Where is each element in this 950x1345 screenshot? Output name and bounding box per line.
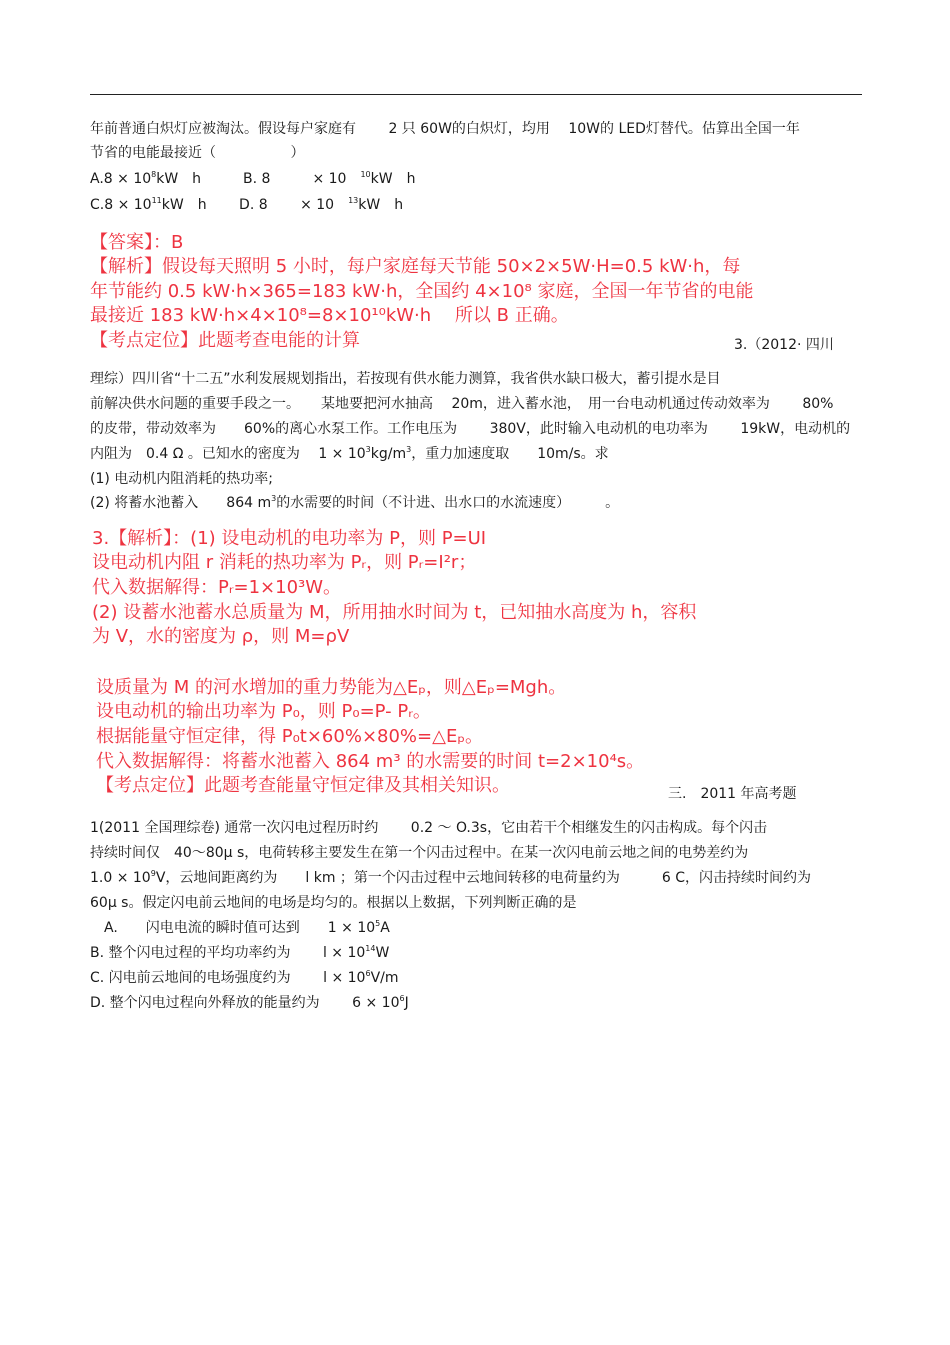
answer-explanation: 年节能约 0.5 kW·h×365=183 kW·h，全国约 4×10⁸ 家庭，全国一年节省的电能 — [90, 281, 754, 302]
solution-line: 根据能量守恒定律，得 P₀t×60%×80%=△Eₚ。 — [96, 726, 484, 747]
question-3-line: 的皮带，带动效率为 60%的离心水泵工作。工作电压为 380V，此时输入电动机的电功率为 19kW，电动机的 — [90, 421, 851, 437]
option-d: D. 整个闪电过程向外释放的能量约为 $6 \times 10^6J$ — [90, 994, 409, 1011]
option-line-cd: $C.8 \times 10^{11}kW$ h D. 8 × 10 $^{13}$kW h — [90, 196, 404, 213]
question-3-line: 前解决供水问题的重要手段之一。 某地要把河水抽高 20m，进入蓄水池， 用一台电动机通过传动效率为 80% — [90, 396, 834, 412]
solution-line: 代入数据解得：将蓄水池蓄入 864 m³ 的水需要的时间 t=2×10⁴s。 — [96, 751, 645, 772]
option-b: B. 整个闪电过程的平均功率约为 $l \times 10^{14}W$ — [90, 944, 390, 961]
solution-knowledge-point: 【考点定位】此题考查能量守恒定律及其相关知识。 — [96, 775, 510, 796]
option-c: C. 闪电前云地间的电场强度约为 $l \times 10^6V/m$ — [90, 969, 399, 986]
answer-explanation: 最接近 183 kW·h×4×10⁸=8×10¹⁰kW·h 所以 B 正确。 — [90, 305, 569, 326]
solution-line: (2) 设蓄水池蓄水总质量为 M，所用抽水时间为 t，已知抽水高度为 h，容积 — [92, 602, 697, 623]
solution-line: 设质量为 M 的河水增加的重力势能为△Eₚ，则△Eₚ=Mgh。 — [96, 677, 567, 698]
solution-line: 设电动机的输出功率为 P₀，则 P₀=P- Pᵣ。 — [96, 701, 431, 722]
answer-explanation: 【解析】假设每天照明 5 小时，每户家庭每天节能 50×2×5W·H=0.5 kW·h，每 — [90, 256, 741, 277]
answer-label: 【答案】：B — [90, 232, 184, 253]
question-1-line: 1(2011 全国理综卷) 通常一次闪电过程历时约 0.2 ～ O.3s，它由若干个相继发生的闪击构成。每个闪击 — [90, 820, 768, 836]
question-3-part-2: (2) 将蓄水池蓄入 864 $m^3$的水需要的时间（不计进、出水口的水流速度） 。 — [90, 494, 620, 511]
solution-line: 设电动机内阻 r 消耗的热功率为 Pᵣ，则 Pᵣ=I²r； — [92, 552, 477, 573]
answer-knowledge-point: 【考点定位】此题考查电能的计算 — [90, 330, 360, 351]
solution-line: 代入数据解得：Pᵣ=1×10³W。 — [92, 577, 342, 598]
top-rule — [90, 94, 862, 95]
solution-line: 为 V，水的密度为 ρ，则 M=ρV — [92, 626, 350, 647]
question-3-line: 理综）四川省“十二五”水利发展规划指出，若按现有供水能力测算，我省供水缺口极大，蓄引提水是目 — [90, 371, 721, 387]
option-line-ab: $A.8 \times 10^8kW$ h B. 8 × 10 $^{10}$kW h — [90, 170, 416, 187]
option-a: A. 闪电电流的瞬时值可达到 $1 \times 10^5A$ — [90, 919, 390, 936]
question-line: 年前普通白炽灯应被淘汰。假设每户家庭有 2 只 60W的白炽灯，均用 10W的 LED灯替代。估算出全国一年 — [90, 121, 800, 137]
question-3-header: 3.（2012· 四川 — [734, 337, 834, 353]
question-1-line: 60μ s。假定闪电前云地间的电场是均匀的。根据以上数据，下列判断正确的是 — [90, 895, 577, 911]
question-line: 节省的电能最接近（ ） — [90, 145, 305, 161]
question-3-part-1: (1) 电动机内阻消耗的热功率; — [90, 471, 273, 487]
solution-line: 3.【解析】：(1) 设电动机的电功率为 P，则 P=UI — [92, 528, 487, 549]
question-1-line: 持续时间仅 40～80μ s，电荷转移主要发生在第一个闪击过程中。在某一次闪电前云地之间的电势差约为 — [90, 845, 749, 861]
question-1-line: $1.0 \times 10^9V$，云地间距离约为 l km ；第一个闪击过程中云地间转移的电荷量约为 6 C，闪击持续时间约为 — [90, 869, 812, 886]
question-3-line: 内阻为 0.4 Ω 。已知水的密度为 $1 \times 10^3kg/m^3$，重力加速度取 10m/s。求 — [90, 445, 609, 462]
section-heading: 三. 2011 年高考题 — [668, 786, 797, 802]
